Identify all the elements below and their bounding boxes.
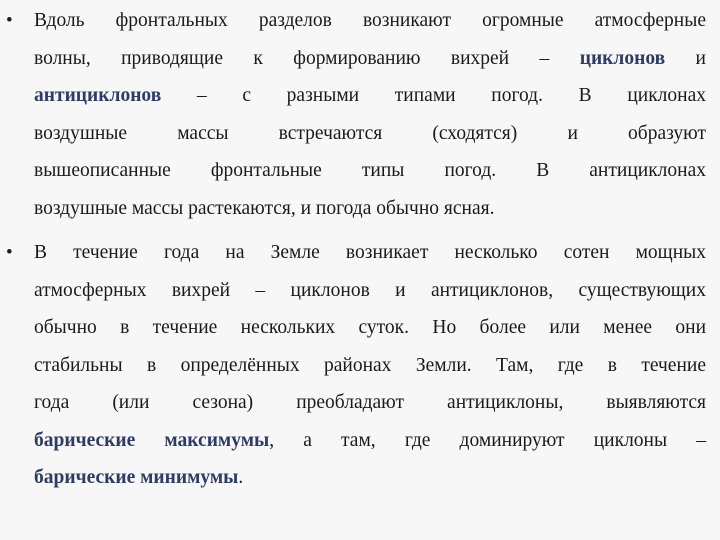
highlighted-term: антициклонов [34,85,162,106]
text-segment: . [238,467,244,488]
text-line [34,347,706,384]
text-line [34,459,706,496]
text-line [34,422,706,459]
bullet-marker: • [6,10,13,31]
text-segment: – с разными типами погод. В циклонах [161,85,706,106]
text-line [34,384,706,421]
text-line [34,152,706,189]
text-segment: В течение года на Земле возникает несколько сотен мощных [34,242,706,263]
text-line [34,272,706,309]
highlighted-term: барические минимумы [34,467,239,488]
text-segment: , а там, где доминируют циклоны – [269,429,706,451]
text-segment: вышеописанные фронтальные типы погод. В антициклонах [34,160,706,181]
text-line [34,190,706,227]
text-line [34,115,706,152]
text-segment: обычно в течение нескольких суток. Но более или менее они [34,317,706,338]
text-segment: стабильны в определённых районах Земли. Там, где в течение [34,354,706,376]
text-segment: атмосферных вихрей – циклонов и антициклонов, существующих [34,279,706,301]
text-segment: года (или сезона) преобладают антициклоны, выявляются [34,392,706,413]
bullet-marker: • [6,242,13,263]
text-line [34,77,706,114]
text-line [34,309,706,346]
highlighted-term: циклонов [579,47,666,69]
text-segment: воздушные массы растекаются, и погода обычно ясная. [34,197,495,219]
text-segment: волны, приводящие к формированию вихрей – [34,47,580,69]
text-line [34,2,706,39]
text-line [34,234,706,271]
text-segment: Вдоль фронтальных разделов возникают огромные атмосферные [34,10,706,31]
highlighted-term: барические максимумы [34,429,270,451]
text-segment: воздушные массы встречаются (сходятся) и образуют [34,122,706,144]
text-segment: и [665,47,706,69]
text-line [34,40,706,77]
